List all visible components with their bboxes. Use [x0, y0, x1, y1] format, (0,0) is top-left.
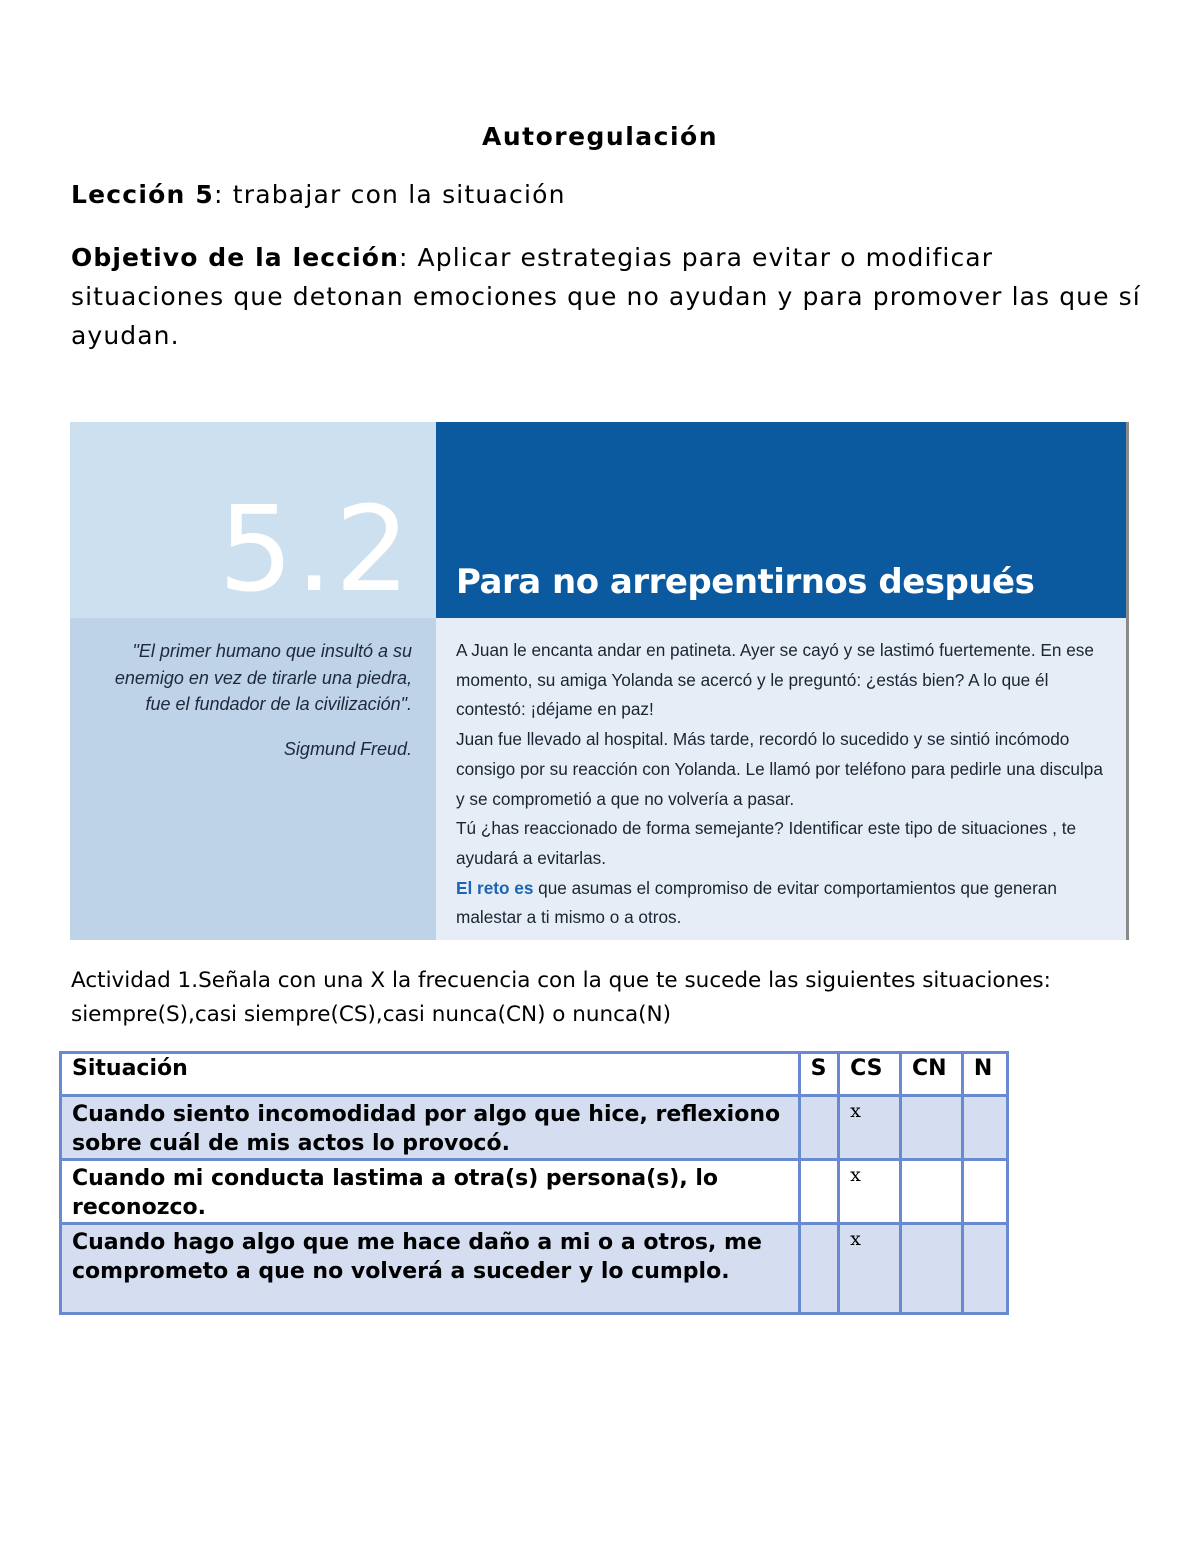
book-story	[456, 636, 1106, 933]
header-situation: Situación	[61, 1053, 800, 1096]
book-section-number: 5.2	[218, 480, 412, 618]
page-title: Autoregulación	[481, 122, 719, 151]
cell-cn[interactable]	[901, 1224, 963, 1314]
challenge-label: El reto es	[456, 877, 534, 898]
story-paragraph-3: Tú ¿has reaccionado de forma semejante? Identificar este tipo de situaciones , te ayudará a evitarlas.	[456, 818, 1077, 868]
lesson-objective	[71, 238, 1141, 355]
cell-n[interactable]	[962, 1224, 1007, 1314]
activity-instruction: Actividad 1.Señala con una X la frecuencia con la que te sucede las siguientes situaciones: siempre(S),casi siempre(CS),casi nunca(CN) o nunca(N)	[71, 968, 1051, 1027]
cell-n[interactable]	[962, 1160, 1007, 1224]
header-cn: CN	[901, 1053, 963, 1096]
story-paragraph-2: Juan fue llevado al hospital. Más tarde, recordó lo sucedido y se sintió incómodo consigo por su reacción con Yolanda. Le llamó por teléfono para pedirle una disculpa y se comprometió a que no volvería a pasar.	[456, 729, 1103, 809]
book-number-panel	[70, 422, 436, 618]
table-row	[61, 1160, 1008, 1224]
book-quote	[112, 638, 412, 762]
header-s: S	[799, 1053, 838, 1096]
situation-cell: Cuando mi conducta lastima a otra(s) persona(s), lo reconozco.	[61, 1160, 800, 1224]
situation-cell: Cuando siento incomodidad por algo que hice, reflexiono sobre cuál de mis actos lo provocó.	[61, 1096, 800, 1160]
cell-cn[interactable]	[901, 1096, 963, 1160]
header-n: N	[962, 1053, 1007, 1096]
cell-cs[interactable]: x	[839, 1160, 901, 1224]
table-row	[61, 1224, 1008, 1314]
book-title-panel	[436, 422, 1126, 618]
situation-cell: Cuando hago algo que me hace daño a mi o a otros, me comprometo a que no volverá a suceder y lo cumplo.	[61, 1224, 800, 1314]
challenge-text: que asumas el compromiso de evitar comportamientos que generan malestar a ti mismo o a otros.	[456, 877, 1057, 928]
cell-cs[interactable]: x	[839, 1096, 901, 1160]
lesson-line	[71, 180, 566, 209]
quote-text: "El primer humano que insultó a su enemigo en vez de tirarle una piedra, fue el fundador de la civilización".	[114, 641, 412, 714]
book-quote-panel	[70, 618, 436, 940]
cell-cs[interactable]: x	[839, 1224, 901, 1314]
book-edge-shadow	[1126, 422, 1129, 940]
objective-label: Objetivo de la lección	[71, 243, 399, 272]
objective-text: : Aplicar estrategias para evitar o modificar situaciones que detonan emociones que no ayudan y para promover las que sí ayudan.	[71, 243, 1141, 350]
quote-author: Sigmund Freud.	[283, 738, 412, 759]
cell-s[interactable]	[799, 1096, 838, 1160]
story-challenge	[456, 874, 1106, 933]
frequency-table	[59, 1051, 1009, 1315]
cell-n[interactable]	[962, 1096, 1007, 1160]
book-excerpt-image	[70, 422, 1130, 940]
story-paragraph-1: A Juan le encanta andar en patineta. Ayer se cayó y se lastimó fuertemente. En ese momento, su amiga Yolanda se acercó y le preguntó: ¿estás bien? A lo que él contestó: ¡déjame en paz!	[456, 640, 1094, 720]
cell-s[interactable]	[799, 1160, 838, 1224]
lesson-text: : trabajar con la situación	[213, 180, 566, 209]
book-section-title: Para no arrepentirnos después	[456, 562, 1035, 602]
cell-s[interactable]	[799, 1224, 838, 1314]
table-row	[61, 1096, 1008, 1160]
table-header-row	[61, 1053, 1008, 1096]
cell-cn[interactable]	[901, 1160, 963, 1224]
lesson-label: Lección 5	[71, 180, 214, 209]
header-cs: CS	[839, 1053, 901, 1096]
book-text-panel	[436, 618, 1126, 940]
